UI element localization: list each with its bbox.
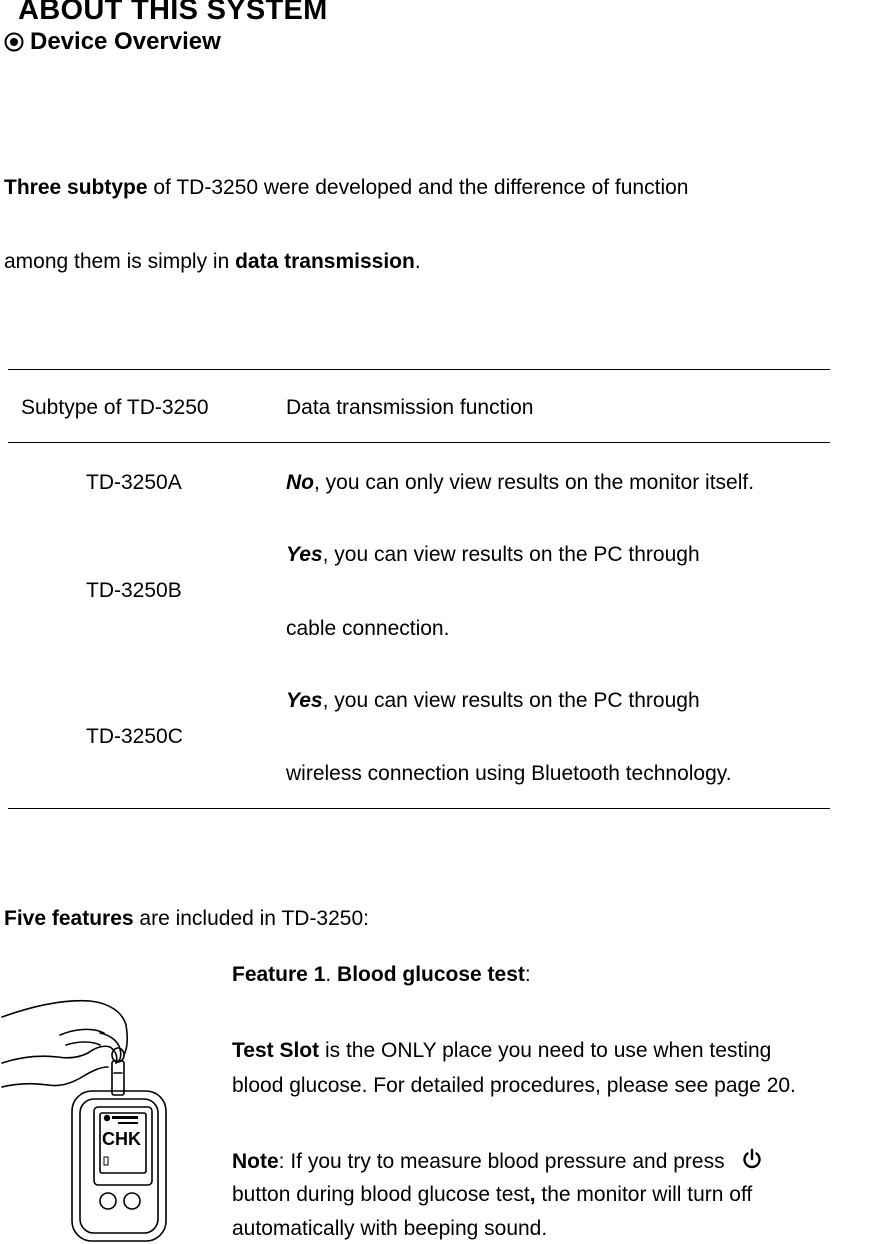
note-text: : If you try to measure blood pressure and press xyxy=(278,1150,725,1173)
answer-no: No xyxy=(286,471,314,494)
feature-label: Feature 1 xyxy=(232,963,326,986)
feature-1-heading xyxy=(232,963,531,987)
target-bullet-icon xyxy=(4,32,24,52)
section-heading-text: Device Overview xyxy=(30,28,221,55)
feature-name: Blood glucose test xyxy=(337,963,525,986)
intro-line-2 xyxy=(4,250,421,274)
page-title: ABOUT THIS SYSTEM xyxy=(18,0,328,26)
function-text: , you can view results on the PC through xyxy=(322,689,700,712)
answer-yes: Yes xyxy=(286,689,323,712)
note-comma: , xyxy=(529,1183,536,1206)
feature-sep: . xyxy=(325,963,338,986)
intro-end: . xyxy=(414,250,421,273)
test-slot-term: Test Slot xyxy=(232,1039,320,1062)
table-header-function: Data transmission function xyxy=(286,396,534,419)
intro-term: data transmission xyxy=(235,250,415,273)
table-row-function xyxy=(286,471,754,495)
intro-lead: Three subtype xyxy=(4,176,148,199)
table-row-function xyxy=(286,543,700,567)
function-text-line-2: wireless connection using Bluetooth technology. xyxy=(286,762,732,785)
meter-illustration xyxy=(0,995,180,1243)
section-heading xyxy=(4,28,221,56)
table-row-function xyxy=(286,689,700,713)
power-icon xyxy=(741,1148,763,1170)
intro-text-1: of TD-3250 were developed and the difference of function xyxy=(147,176,689,199)
features-intro xyxy=(4,907,369,931)
function-text: , you can only view results on the monitor itself. xyxy=(314,471,755,494)
note-term: Note xyxy=(232,1150,279,1173)
features-text: are included in TD-3250: xyxy=(133,907,369,930)
table-header-rule xyxy=(8,442,830,443)
test-slot-line-1 xyxy=(232,1039,771,1063)
answer-yes: Yes xyxy=(286,543,323,566)
table-top-rule xyxy=(8,369,830,370)
test-slot-line-2: blood glucose. For detailed procedures, please see page 20. xyxy=(232,1074,796,1097)
meter-screen-text: CHK xyxy=(102,1129,141,1149)
features-lead: Five features xyxy=(4,907,134,930)
note-line-3: automatically with beeping sound. xyxy=(232,1217,548,1240)
function-text: , you can view results on the PC through xyxy=(322,543,700,566)
note-line-2 xyxy=(232,1183,752,1207)
note-text: the monitor will turn off xyxy=(535,1183,753,1206)
note-line-1 xyxy=(232,1148,763,1174)
intro-line-1 xyxy=(4,176,688,200)
test-slot-text: is the ONLY place you need to use when testing xyxy=(319,1039,772,1062)
note-text: button during blood glucose test xyxy=(232,1183,530,1206)
table-header-subtype: Subtype of TD-3250 xyxy=(21,396,209,419)
intro-text-2: among them is simply in xyxy=(4,250,236,273)
table-row-subtype: TD-3250A xyxy=(86,471,182,494)
feature-colon: : xyxy=(524,963,531,986)
table-row-subtype: TD-3250B xyxy=(86,579,182,602)
function-text-line-2: cable connection. xyxy=(286,617,450,640)
table-row-subtype: TD-3250C xyxy=(86,725,183,748)
table-bottom-rule xyxy=(8,808,830,809)
